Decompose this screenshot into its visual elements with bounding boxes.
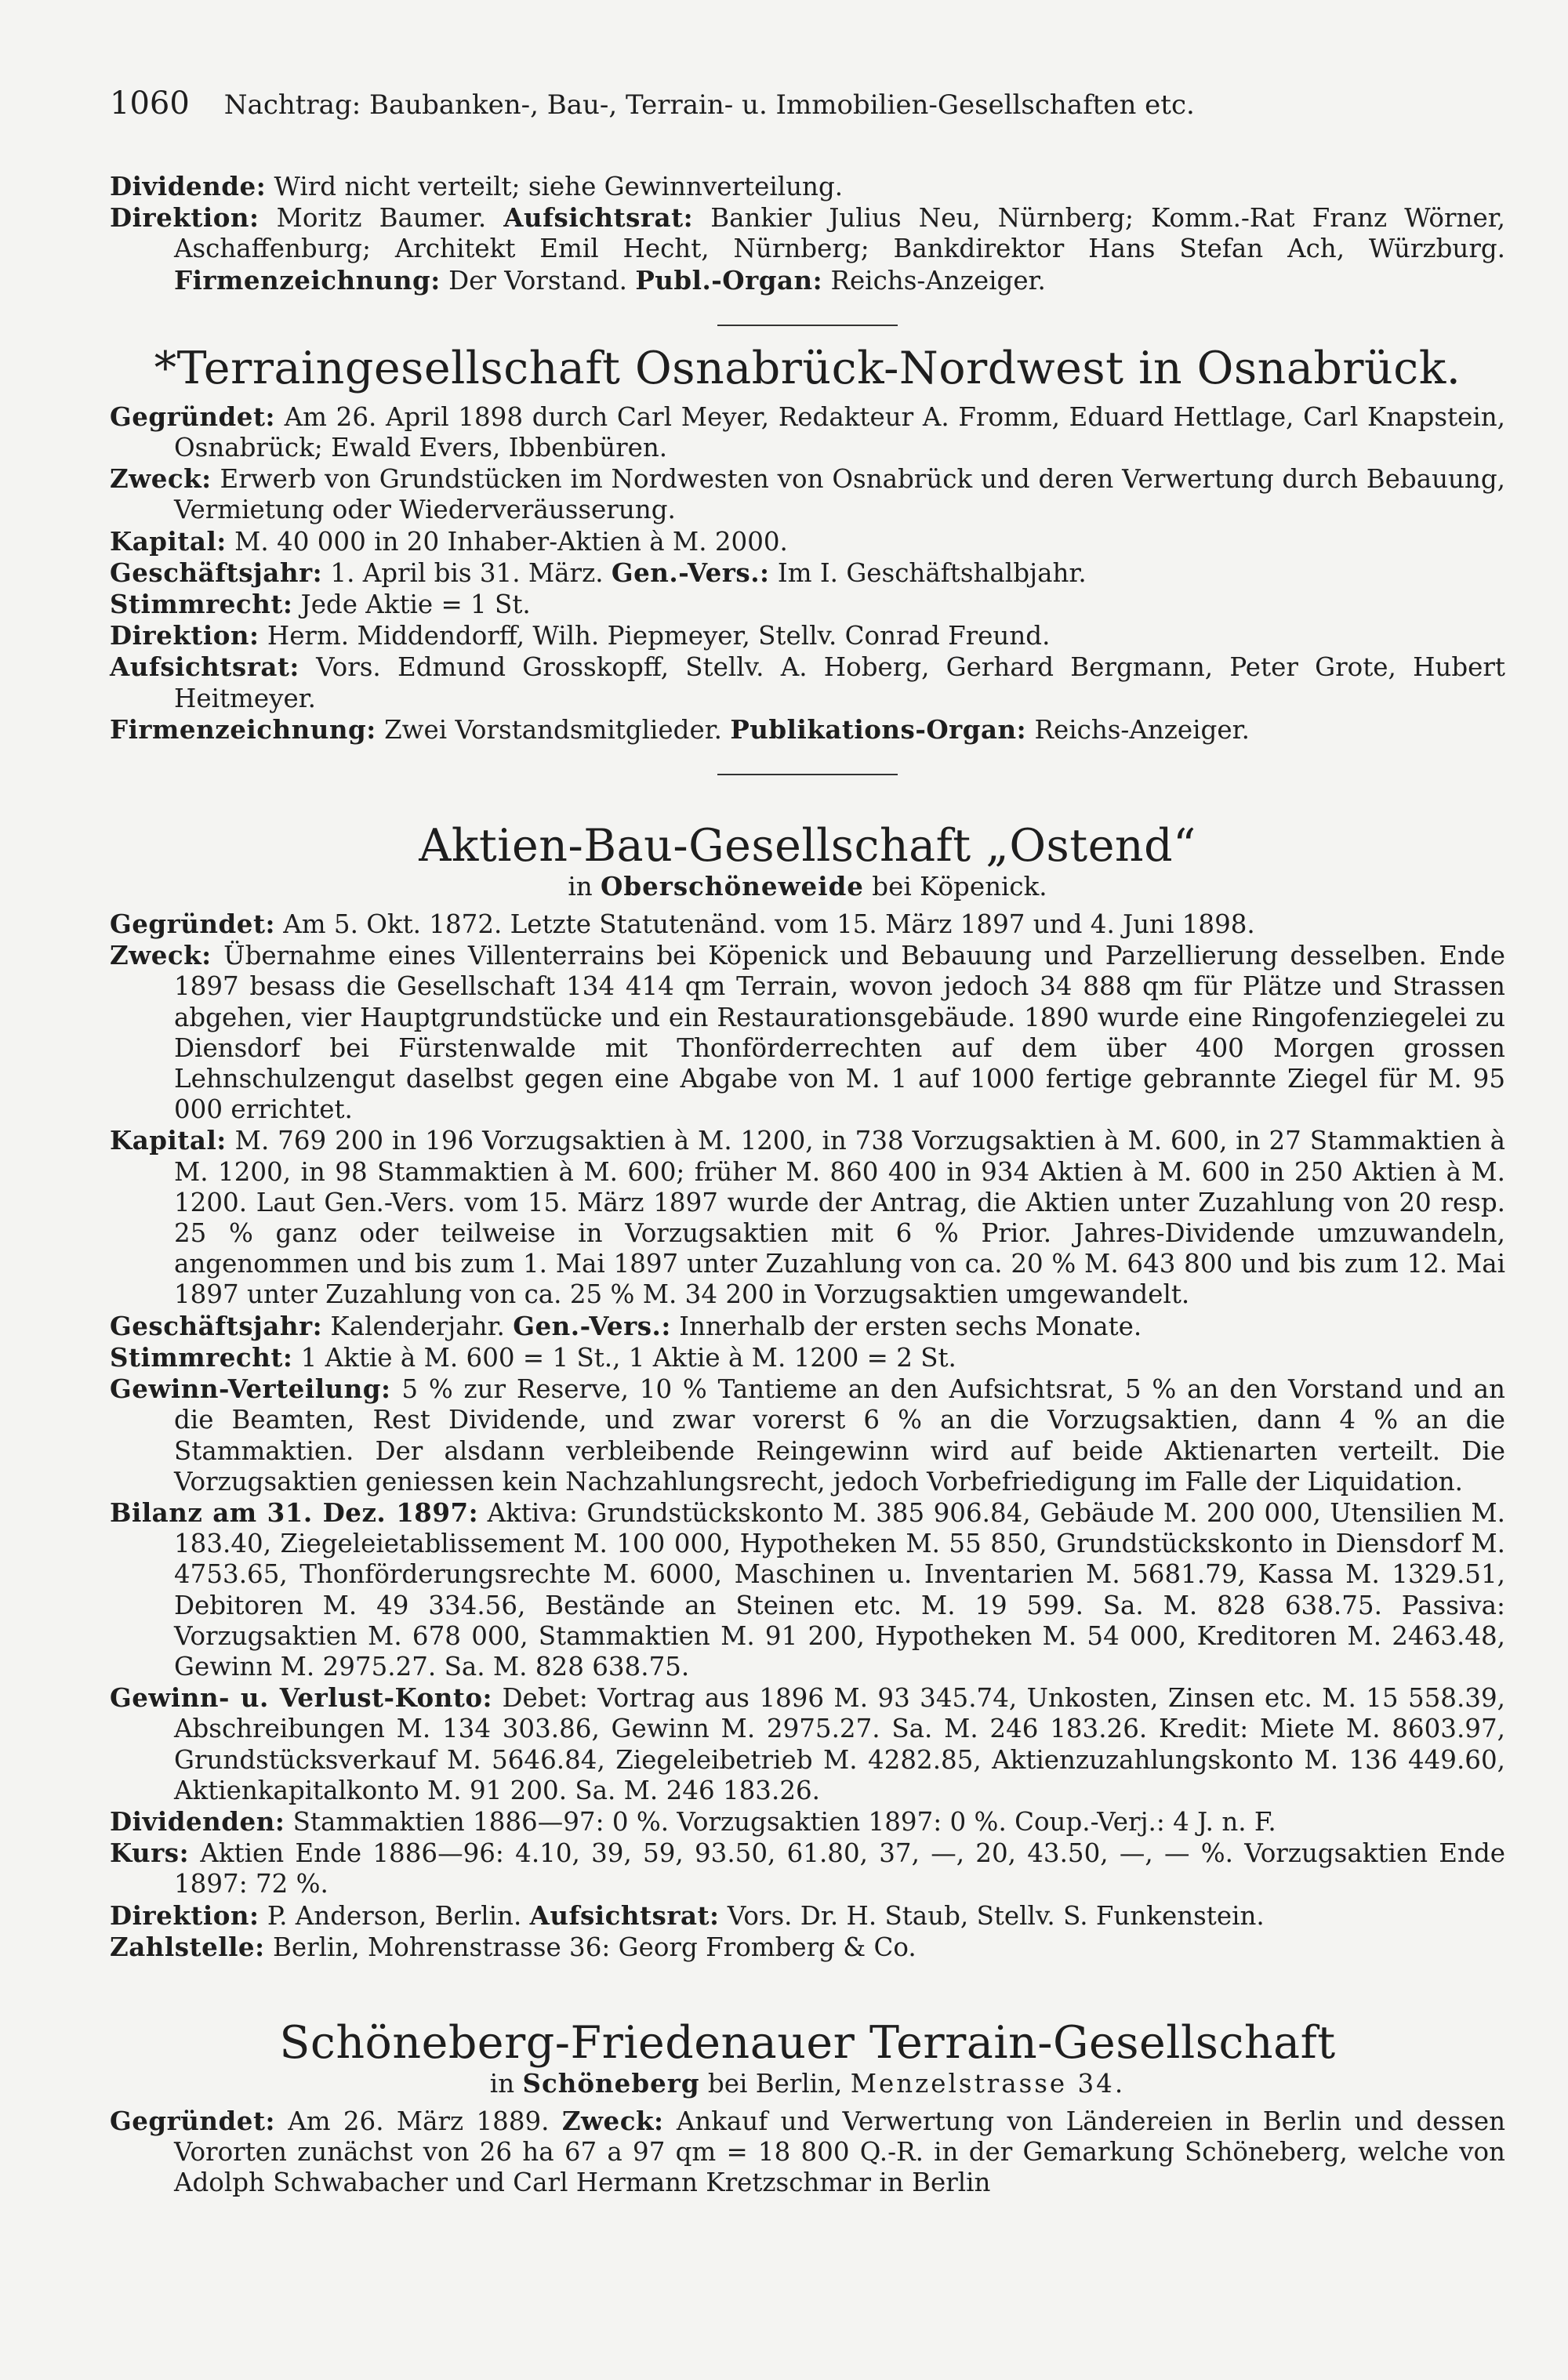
company-ostend	[110, 821, 1505, 1963]
entry-kapital: Kapital: M. 40 000 in 20 Inhaber-Aktien à M. 2000.	[110, 525, 788, 557]
entry-stimmrecht: Stimmrecht: 1 Aktie à M. 600 = 1 St., 1 Aktie à M. 1200 = 2 St.	[110, 1341, 956, 1373]
entry-aufsichtsrat: Aufsichtsrat: Vors. Edmund Grosskopff, Stellv. A. Hoberg, Gerhard Bergmann, Peter Grote, Hubert Heitmeyer.	[110, 651, 1505, 713]
company-schoeneberg	[110, 2018, 1505, 2199]
document-page	[110, 86, 1505, 2199]
entry-dividenden: Dividenden: Stammaktien 1886—97: 0 %. Vorzugsaktien 1897: 0 %. Coup.-Verj.: 4 J. n. F.	[110, 1805, 1276, 1837]
company-osnabrueck	[110, 343, 1505, 746]
entry-kapital: Kapital: M. 769 200 in 196 Vorzugsaktien à M. 1200, in 738 Vorzugsaktien à M. 600, in 27 Stammaktien à M. 1200, in 98 Stammaktien à M. 600; früher M. 860 400 in 934 Aktien à M. 600 in 250 Aktien à M. 1200. Laut Gen.-Vers. vom 15. März 1897 wurde der Antrag, die Aktien unter Zuzahlung von 20 resp. 25 % ganz oder teilweise in Vorzugsaktien mit 6 % Prior. Jahres-Dividende umzuwandeln, angenommen und bis zum 1. Mai 1897 unter Zuzahlung von ca. 20 % M. 643 800 und bis zum 12. Mai 1897 unter Zuzahlung von ca. 25 % M. 34 200 in Vorzugsaktien umgewandelt.	[110, 1125, 1505, 1310]
entry-stimmrecht: Stimmrecht: Jede Aktie = 1 St.	[110, 589, 531, 620]
entry-direktion: Direktion: Herm. Middendorff, Wilh. Piepmeyer, Stellv. Conrad Freund.	[110, 620, 1051, 651]
entry-gegruendet: Gegründet: Am 5. Okt. 1872. Letzte Statutenänd. vom 15. März 1897 und 4. Juni 1898.	[110, 909, 1255, 940]
entry-direktion: Direktion: Moritz Baumer. Aufsichtsrat: Bankier Julius Neu, Nürnberg; Komm.-Rat Franz Wörner, Aschaffenburg; Architekt Emil Hecht, Nürnberg; Bankdirektor Hans Stefan Ach, Würzburg. Firmenzeichnung: Der Vorstand. Publ.-Organ: Reichs-Anzeiger.	[110, 202, 1505, 296]
entry-bilanz: Bilanz am 31. Dez. 1897: Aktiva: Grundstückskonto M. 385 906.84, Gebäude M. 200 000, Utensilien M. 183.40, Ziegeleietablissement M. 100 000, Hypotheken M. 55 850, Grundstückskonto in Diensdorf M. 4753.65, Thonförderungsrechte M. 6000, Maschinen u. Inventarien M. 5681.79, Kassa M. 1329.51, Debitoren M. 49 334.56, Bestände an Steinen etc. M. 19 599. Sa. M. 828 638.75. Passiva: Vorzugsaktien M. 678 000, Stammaktien M. 91 200, Hypotheken M. 54 000, Kreditoren M. 2463.48, Gewinn M. 2975.27. Sa. M. 828 638.75.	[110, 1497, 1505, 1682]
company-title: Schöneberg-Friedenauer Terrain-Gesellschaft	[279, 2016, 1336, 2069]
company-location: in Oberschöneweide bei Köpenick.	[568, 871, 1047, 902]
entry-zahlstelle: Zahlstelle: Berlin, Mohrenstrasse 36: Georg Fromberg & Co.	[110, 1931, 916, 1962]
company-title: *Terraingesellschaft Osnabrück-Nordwest in Osnabrück.	[154, 342, 1461, 394]
company-location: in Schöneberg bei Berlin, Menzelstrasse 34.	[489, 2067, 1126, 2099]
running-title: Nachtrag: Baubanken-, Bau-, Terrain- u. Immobilien-Gesellschaften etc.	[223, 89, 1195, 121]
entry-geschaeftsjahr: Geschäftsjahr: Kalenderjahr. Gen.-Vers.: Innerhalb der ersten sechs Monate.	[110, 1310, 1142, 1341]
entry-direktion: Direktion: P. Anderson, Berlin. Aufsichtsrat: Vors. Dr. H. Staub, Stellv. S. Funkenstein.	[110, 1899, 1265, 1931]
page-number: 1060	[110, 85, 190, 122]
entry-geschaeftsjahr: Geschäftsjahr: 1. April bis 31. März. Gen.-Vers.: Im I. Geschäftshalbjahr.	[110, 557, 1087, 588]
company-title: Aktien-Bau-Gesellschaft „Ostend“	[419, 820, 1196, 873]
entry-zweck: Zweck: Übernahme eines Villenterrains bei Köpenick und Bebauung und Parzellierung desselben. Ende 1897 besass die Gesellschaft 134 414 qm Terrain, wovon jedoch 34 888 qm für Plätze und Strassen abgehen, vier Hauptgrundstücke und ein Restaurationsgebäude. 1890 wurde eine Ringofenziegelei zu Diensdorf bei Fürstenwalde mit Thonförderrechten auf dem über 400 Morgen grossen Lehnschulzengut daselbst gegen eine Abgabe von M. 1 auf 1000 fertige gebrannte Ziegel für M. 95 000 errichtet.	[110, 940, 1505, 1125]
entry-kurs: Kurs: Aktien Ende 1886—96: 4.10, 39, 59, 93.50, 61.80, 37, —, 20, 43.50, —, — %. Vorzugsaktien Ende 1897: 72 %.	[110, 1838, 1505, 1899]
entry-firmenzeichnung: Firmenzeichnung: Zwei Vorstandsmitglieder. Publikations-Organ: Reichs-Anzeiger.	[110, 713, 1250, 745]
entry-gewinn-verteilung: Gewinn-Verteilung: 5 % zur Reserve, 10 % Tantieme an den Aufsichtsrat, 5 % an den Vorstand und an die Beamten, Rest Dividende, und zwar vorerst 6 % an die Vorzugsaktien, dann 4 % an die Stammaktien. Der alsdann verbleibende Reingewinn wird auf beide Aktienarten verteilt. Die Vorzugsaktien geniessen kein Nachzahlungsrecht, jedoch Vorbefriedigung im Falle der Liquidation.	[110, 1373, 1505, 1497]
entry-gegruendet-zweck: Gegründet: Am 26. März 1889. Zweck: Ankauf und Verwertung von Ländereien in Berlin und dessen Vororten zunächst von 26 ha 67 a 97 qm = 18 800 Q.-R. in der Gemarkung Schöneberg, welche von Adolph Schwabacher und Carl Hermann Kretzschmar in Berlin	[110, 2105, 1506, 2198]
running-header	[110, 86, 1505, 125]
entry-gegruendet: Gegründet: Am 26. April 1898 durch Carl Meyer, Redakteur A. Fromm, Eduard Hettlage, Carl Knapstein, Osnabrück; Ewald Evers, Ibbenbüren.	[110, 401, 1505, 463]
entry-dividende: Dividende: Wird nicht verteilt; siehe Gewinnverteilung.	[110, 171, 844, 201]
entry-gewinn-verlust: Gewinn- u. Verlust-Konto: Debet: Vortrag aus 1896 M. 93 345.74, Unkosten, Zinsen etc. M. 15 558.39, Abschreibungen M. 134 303.86, Gewinn M. 2975.27. Sa. M. 246 183.26. Kredit: Miete M. 8603.97, Grundstücksverkauf M. 5646.84, Ziegeleibetrieb M. 4282.85, Aktienzuzahlungskonto M. 136 449.60, Aktienkapitalkonto M. 91 200. Sa. M. 246 183.26.	[110, 1682, 1505, 1805]
carryover-section	[110, 171, 1505, 296]
entry-zweck: Zweck: Erwerb von Grundstücken im Nordwesten von Osnabrück und deren Verwertung durch Bebauung, Vermietung oder Wiederveräusserung.	[110, 463, 1505, 525]
